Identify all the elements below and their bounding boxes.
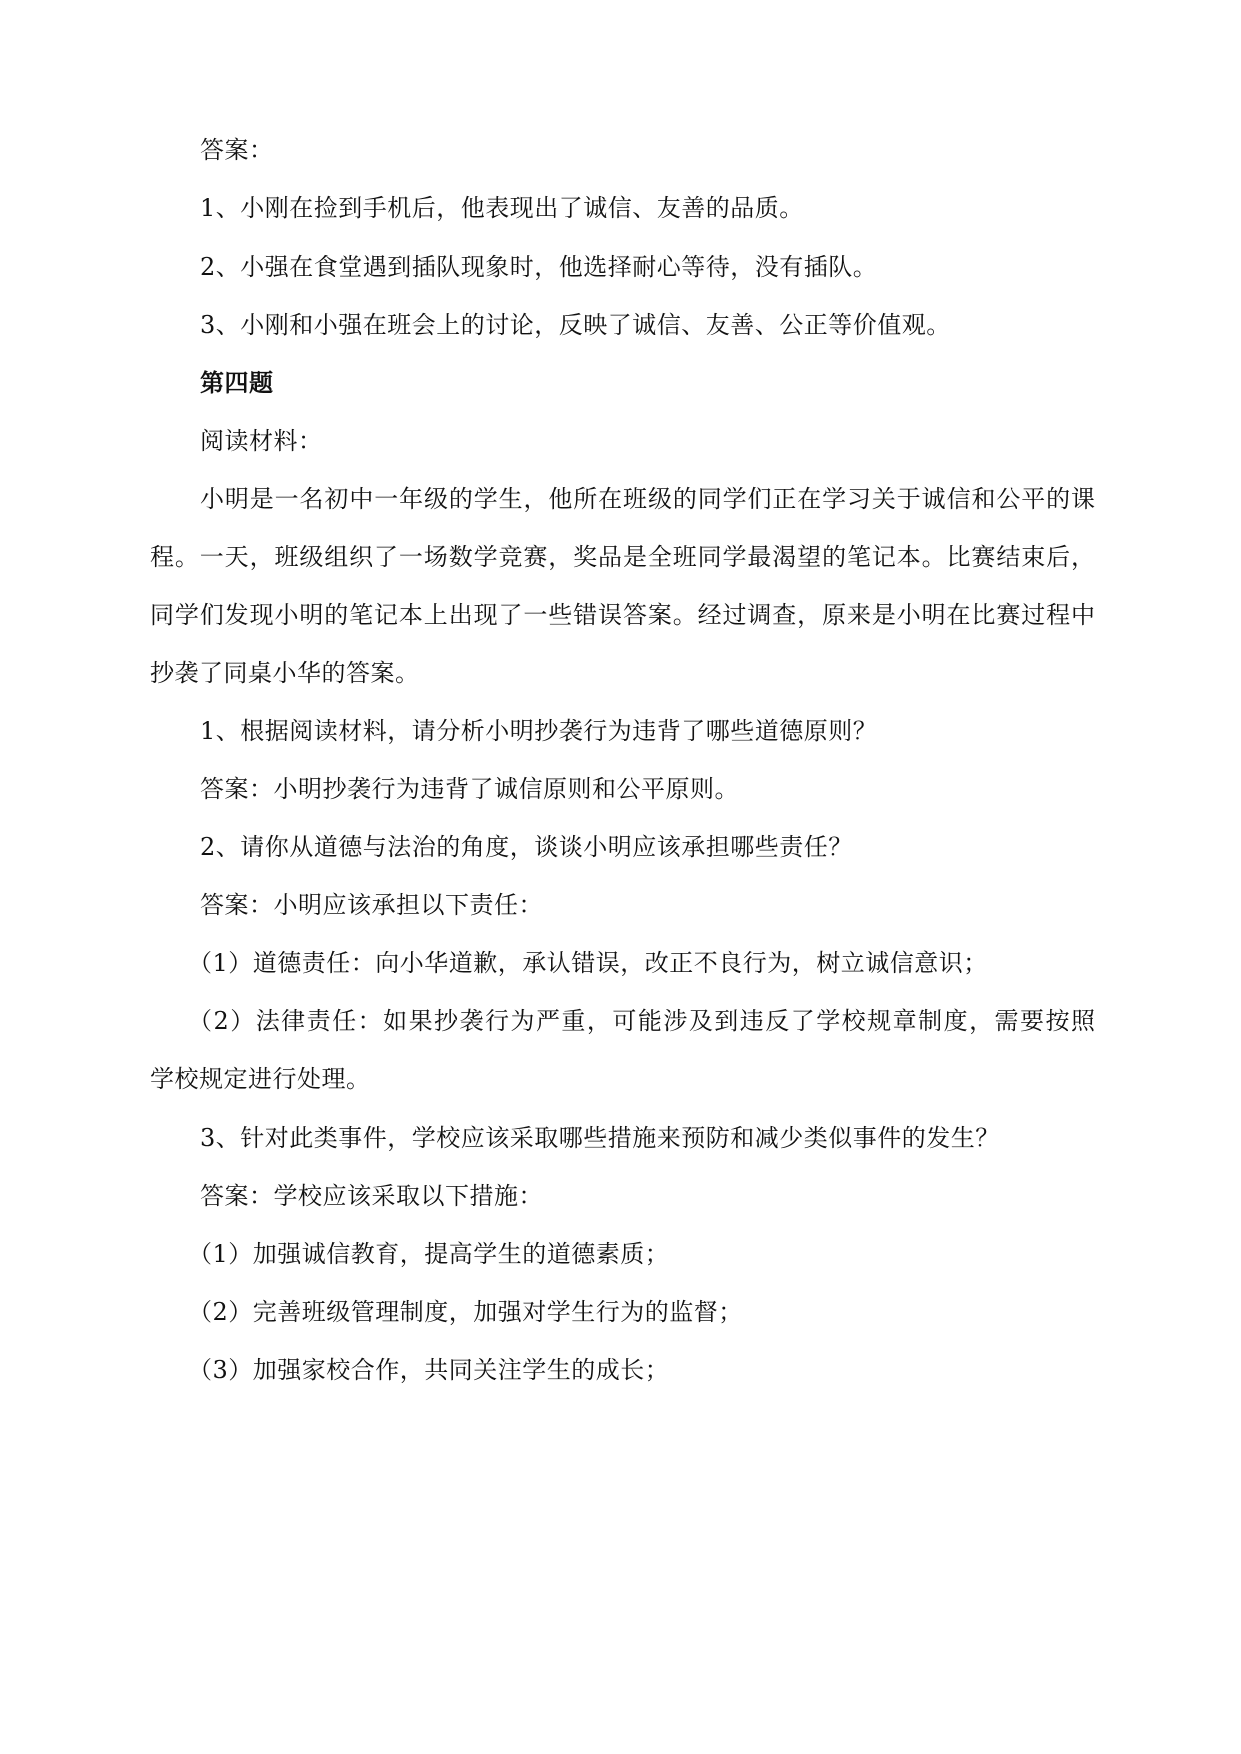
paragraph-line: 抄袭了同桌小华的答案。 bbox=[150, 659, 420, 687]
paragraph-line: 小明是一名初中一年级的学生，他所在班级的同学们正在学习关于诚信和公平的课 bbox=[200, 485, 1095, 513]
section-heading: 第四题 bbox=[200, 368, 274, 397]
answer-2-point-2: （2）法律责任：如果抄袭行为严重，可能涉及到违反了学校规章制度，需要按照 bbox=[188, 1007, 1095, 1035]
answer-1: 答案：小明抄袭行为违背了诚信原则和公平原则。 bbox=[200, 775, 739, 803]
question-1: 1、根据阅读材料，请分析小明抄袭行为违背了哪些道德原则？ bbox=[200, 717, 878, 745]
answer-item-1: 1、小刚在捡到手机后，他表现出了诚信、友善的品质。 bbox=[200, 194, 804, 222]
answer-2-point-1: （1）道德责任：向小华道歉，承认错误，改正不良行为，树立诚信意识； bbox=[188, 949, 988, 977]
reading-material-label: 阅读材料： bbox=[200, 427, 323, 455]
paragraph-line: 程。一天，班级组织了一场数学竞赛，奖品是全班同学最渴望的笔记本。比赛结束后， bbox=[150, 543, 1095, 571]
answer-label: 答案： bbox=[200, 136, 274, 164]
question-2: 2、请你从道德与法治的角度，谈谈小明应该承担哪些责任？ bbox=[200, 833, 853, 861]
answer-3-point-3: （3）加强家校合作，共同关注学生的成长； bbox=[188, 1356, 670, 1384]
answer-3-point-2: （2）完善班级管理制度，加强对学生行为的监督； bbox=[188, 1298, 743, 1326]
answer-item-2: 2、小强在食堂遇到插队现象时，他选择耐心等待，没有插队。 bbox=[200, 253, 878, 281]
answer-item-3: 3、小刚和小强在班会上的讨论，反映了诚信、友善、公正等价值观。 bbox=[200, 311, 951, 339]
paragraph-line: 同学们发现小明的笔记本上出现了一些错误答案。经过调查，原来是小明在比赛过程中 bbox=[150, 601, 1095, 629]
question-3: 3、针对此类事件，学校应该采取哪些措施来预防和减少类似事件的发生？ bbox=[200, 1124, 1000, 1152]
answer-2-point-2-cont: 学校规定进行处理。 bbox=[150, 1065, 371, 1093]
answer-2: 答案：小明应该承担以下责任： bbox=[200, 891, 543, 919]
answer-3-point-1: （1）加强诚信教育，提高学生的道德素质； bbox=[188, 1240, 670, 1268]
answer-3: 答案：学校应该采取以下措施： bbox=[200, 1182, 543, 1210]
